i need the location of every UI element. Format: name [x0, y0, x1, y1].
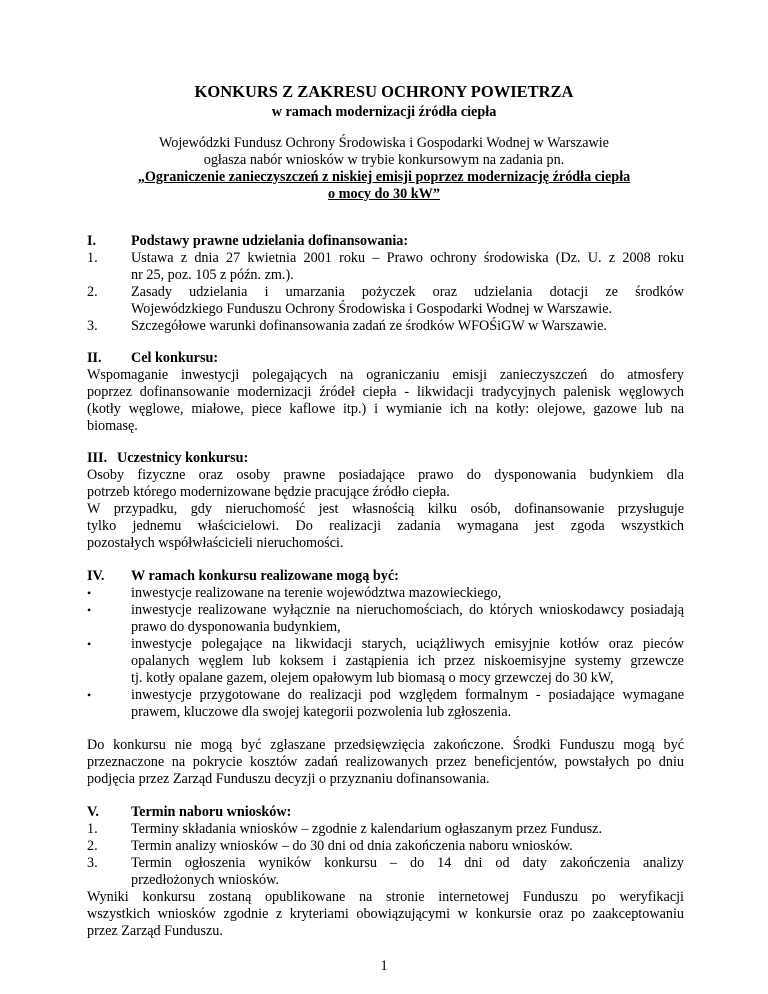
section-2-number: II. [87, 350, 102, 366]
section-1-item-2-number: 2. [87, 284, 98, 300]
section-4-bullet-3-line-1: inwestycje polegające na likwidacji starych, uciążliwych emisyjnie kotłów oraz pieców [131, 636, 684, 652]
section-3-line-4: tylko jednemu właścicielowi. Do realizacji zadania wymagana jest zgoda wszystkich [87, 518, 684, 534]
section-4-bullet-4-line-2: prawem, kluczowe dla swojej kategorii pozwolenia lub zgłoszenia. [131, 704, 512, 720]
bullet-icon: • [87, 603, 92, 617]
section-1-item-1-line-2: nr 25, poz. 105 z późn. zm.). [131, 267, 294, 283]
section-3-line-5: pozostałych współwłaścicieli nieruchomości. [87, 535, 344, 551]
intro-line-1: Wojewódzki Fundusz Ochrony Środowiska i Gospodarki Wodnej w Warszawie [159, 135, 609, 151]
section-2-line-1: Wspomaganie inwestycji polegających na ograniczaniu emisji zanieczyszczeń do atmosfery [87, 367, 684, 383]
section-1-item-3-line-1: Szczegółowe warunki dofinansowania zadań ze środków WFOŚiGW w Warszawie. [131, 318, 607, 334]
section-4-bullet-4-line-1: inwestycje przygotowane do realizacji pod względem formalnym - posiadające wymagane [131, 687, 684, 703]
section-4-number: IV. [87, 568, 105, 584]
section-5-item-2-number: 2. [87, 838, 98, 854]
section-4-note-line-2: przeznaczone na pokrycie kosztów zadań realizowanych przez beneficjentów, powstałych po dniu [87, 754, 684, 770]
section-5-number: V. [87, 804, 99, 820]
section-1-item-2-line-2: Wojewódzkiego Funduszu Ochrony Środowiska i Gospodarki Wodnej w Warszawie. [131, 301, 613, 317]
section-3-line-3: W przypadku, gdy nieruchomość jest własnością kilku osób, dofinansowanie przysługuje [87, 501, 684, 517]
section-4-bullet-2-line-2: prawo do dysponowania budynkiem, [131, 619, 341, 635]
section-3-number: III. [87, 450, 108, 466]
task-name-line-1: „Ograniczenie zanieczyszczeń z niskiej emisji poprzez modernizację źródła ciepła [137, 169, 631, 185]
section-5-item-1-line-1: Terminy składania wniosków – zgodnie z kalendarium ogłaszanym przez Fundusz. [131, 821, 603, 837]
section-4-bullet-3-line-2: opalanych węglem lub koksem i zastąpienia ich przez niskoemisyjne systemy grzewcze [131, 653, 684, 669]
section-4-bullet-1: inwestycje realizowane na terenie województwa mazowieckiego, [131, 585, 502, 601]
section-1-item-2-line-1: Zasady udzielania i umarzania pożyczek oraz udzielania dotacji ze środków [131, 284, 684, 300]
section-4-bullet-2-line-1: inwestycje realizowane wyłącznie na nieruchomościach, do których wnioskodawcy posiadają [131, 602, 684, 618]
section-5-heading: Termin naboru wniosków: [131, 804, 292, 820]
section-2-line-4: biomasę. [87, 418, 138, 434]
section-5-item-2-line-1: Termin analizy wniosków – do 30 dni od dnia zakończenia naboru wniosków. [131, 838, 573, 854]
section-1-number: I. [87, 233, 97, 249]
section-1-item-3-number: 3. [87, 318, 98, 334]
section-3-heading: Uczestnicy konkursu: [117, 450, 249, 466]
section-3-line-1: Osoby fizyczne oraz osoby prawne posiadające prawo do dysponowania budynkiem dla [87, 467, 684, 483]
section-5-item-3-line-1: Termin ogłoszenia wyników konkursu – do 14 dni od daty zakończenia analizy [131, 855, 684, 871]
bullet-icon: • [87, 586, 92, 600]
page-number: 1 [380, 958, 388, 974]
document-title: KONKURS Z ZAKRESU OCHRONY POWIETRZA [194, 82, 574, 101]
section-3-line-2: potrzeb którego modernizowane będzie pracujące źródło ciepła. [87, 484, 450, 500]
section-1-item-1-number: 1. [87, 250, 98, 266]
intro-line-2: ogłasza nabór wniosków w trybie konkursowym na zadania pn. [203, 152, 565, 168]
bullet-icon: • [87, 688, 92, 702]
section-5-closing-line-2: wszystkich wniosków zgodnie z kryteriami obowiązującymi w konkursie oraz po zaakceptowaniu [87, 906, 684, 922]
section-5-closing-line-3: przez Zarząd Funduszu. [87, 923, 223, 939]
task-name-line-2: o mocy do 30 kW” [328, 186, 440, 202]
document-subtitle: w ramach modernizacji źródła ciepła [271, 104, 497, 120]
section-4-heading: W ramach konkursu realizowane mogą być: [131, 568, 399, 584]
section-1-heading: Podstawy prawne udzielania dofinansowania: [131, 233, 409, 249]
section-2-line-3: (kotły węglowe, miałowe, piece kaflowe itp.) i wymianie ich na kotły: olejowe, gazowe lub na [87, 401, 684, 417]
section-2-heading: Cel konkursu: [131, 350, 219, 366]
bullet-icon: • [87, 637, 92, 651]
section-5-item-3-number: 3. [87, 855, 98, 871]
section-4-note-line-3: podjęcia przez Zarząd Funduszu decyzji o przyznaniu dofinansowania. [87, 771, 490, 787]
section-5-item-3-line-2: przedłożonych wniosków. [131, 872, 280, 888]
section-2-line-2: poprzez dofinansowanie modernizacji źródeł ciepła - likwidacji tradycyjnych palenisk węglowych [87, 384, 684, 400]
section-5-item-1-number: 1. [87, 821, 98, 837]
section-4-bullet-3-line-3: tj. kotły opalane gazem, olejem opałowym lub biomasą o mocy grzewczej do 30 kW, [131, 670, 614, 686]
section-5-closing-line-1: Wyniki konkursu zostaną opublikowane na stronie internetowej Funduszu po weryfikacji [87, 889, 684, 905]
section-4-note-line-1: Do konkursu nie mogą być zgłaszane przedsięwzięcia zakończone. Środki Funduszu mogą być [87, 737, 684, 753]
section-1-item-1-line-1: Ustawa z dnia 27 kwietnia 2001 roku – Prawo ochrony środowiska (Dz. U. z 2008 roku [131, 250, 684, 266]
